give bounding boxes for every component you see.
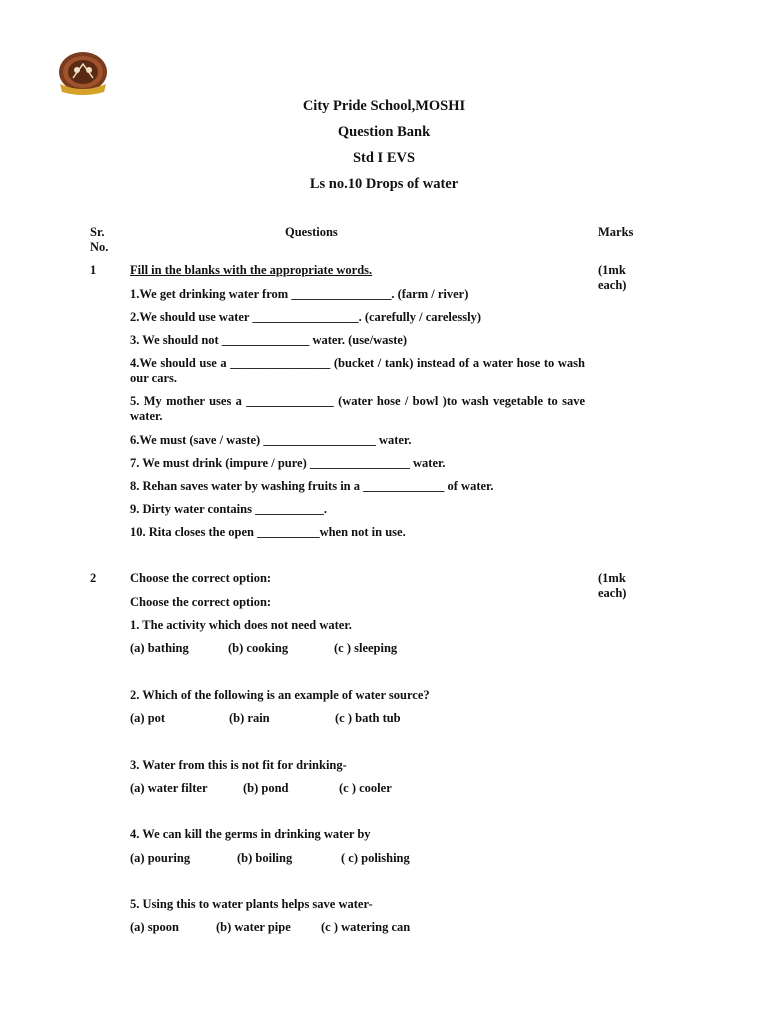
marks-text: (1mk bbox=[598, 263, 626, 277]
question-item: 8. Rehan saves water by washing fruits in a _____________ of water. bbox=[130, 479, 494, 493]
question-item: 7. We must drink (impure / pure) ________________ water. bbox=[130, 456, 446, 470]
mcq-question: 2. Which of the following is an example of water source? bbox=[130, 688, 430, 702]
section-number: 2 bbox=[90, 571, 97, 585]
question-item: 5. My mother uses a ______________ (water hose / bowl )to wash vegetable to save water. bbox=[130, 394, 585, 423]
mcq-option: ( c) polishing bbox=[341, 851, 410, 865]
question-item: 3. We should not ______________ water. (use/waste) bbox=[130, 333, 408, 347]
question-item: 9. Dirty water contains ___________. bbox=[130, 502, 327, 516]
marks-text: (1mk bbox=[598, 571, 626, 585]
col-header-sr: Sr. bbox=[90, 225, 105, 239]
col-header-questions: Questions bbox=[285, 225, 338, 239]
mcq-option: (c ) bath tub bbox=[335, 711, 401, 725]
class-subject: Std I EVS bbox=[352, 150, 416, 166]
marks-text: each) bbox=[598, 278, 627, 292]
school-logo bbox=[56, 50, 110, 96]
mcq-option: (b) water pipe bbox=[216, 920, 291, 934]
question-item: 6.We must (save / waste) __________________ water. bbox=[130, 433, 412, 447]
mcq-option: (c ) watering can bbox=[321, 920, 411, 934]
marks-text: each) bbox=[598, 586, 627, 600]
mcq-question: 1. The activity which does not need water. bbox=[130, 618, 352, 632]
question-item: 1.We get drinking water from ________________. (farm / river) bbox=[130, 287, 469, 301]
section-instruction: Fill in the blanks with the appropriate words. bbox=[130, 263, 373, 277]
mcq-question: 3. Water from this is not fit for drinking- bbox=[130, 758, 347, 772]
question-item: 4.We should use a ________________ (bucket / tank) instead of a water hose to wash our cars. bbox=[130, 356, 585, 385]
mcq-question: 4. We can kill the germs in drinking water by bbox=[130, 827, 371, 841]
mcq-option: (b) boiling bbox=[237, 851, 293, 865]
mcq-option: (a) water filter bbox=[130, 781, 208, 795]
mcq-option: (a) bathing bbox=[130, 641, 189, 655]
document-type: Question Bank bbox=[337, 124, 431, 140]
mcq-option: (c ) sleeping bbox=[334, 641, 398, 655]
question-item: 2.We should use water _________________. (carefully / carelessly) bbox=[130, 310, 482, 324]
question-item: 10. Rita closes the open __________when not in use. bbox=[130, 525, 406, 539]
col-header-no: No. bbox=[90, 240, 109, 254]
section-instruction: Choose the correct option: bbox=[130, 571, 272, 585]
lesson-title: Ls no.10 Drops of water bbox=[309, 176, 459, 192]
section-number: 1 bbox=[90, 263, 97, 277]
mcq-question: 5. Using this to water plants helps save water- bbox=[130, 897, 373, 911]
mcq-option: (c ) cooler bbox=[339, 781, 392, 795]
mcq-option: (b) cooking bbox=[228, 641, 289, 655]
mcq-option: (b) pond bbox=[243, 781, 289, 795]
school-name: City Pride School,MOSHI bbox=[302, 98, 466, 114]
mcq-option: (a) pot bbox=[130, 711, 166, 725]
mcq-option: (a) spoon bbox=[130, 920, 179, 934]
col-header-marks: Marks bbox=[598, 225, 634, 239]
mcq-option: (b) rain bbox=[229, 711, 270, 725]
section-instruction-repeat: Choose the correct option: bbox=[130, 595, 272, 609]
mcq-option: (a) pouring bbox=[130, 851, 191, 865]
